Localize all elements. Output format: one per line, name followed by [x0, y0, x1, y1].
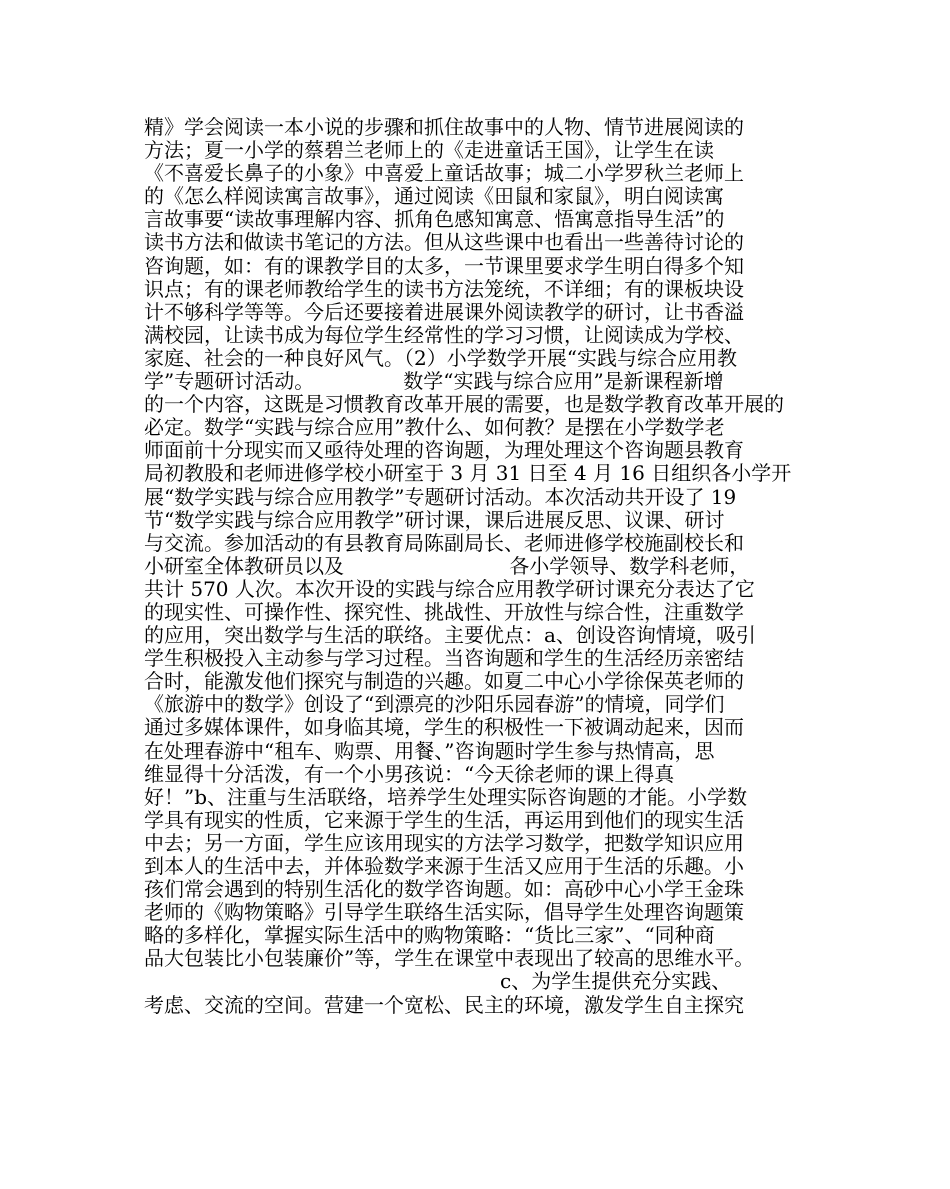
text-line: 合时，能激发他们探究与制造的兴趣。如夏二中心小学徐保英老师的	[144, 669, 744, 694]
text-line: 展“数学实践与综合应用教学”专题研讨活动。本次活动共开设了 19	[144, 484, 737, 509]
text-line: 考虑、交流的空间。营建一个宽松、民主的环境，激发学生自主探究	[144, 992, 744, 1017]
text-line: 品大包装比小包装廉价”等，学生在课堂中表现出了较高的思维水平。	[144, 946, 755, 971]
text-line: 通过多媒体课件，如身临其境，学生的积极性一下被调动起来，因而	[144, 715, 744, 740]
text-line: 的应用，突出数学与生活的联络。主要优点：a、创设咨询情境，吸引	[144, 623, 756, 648]
text-line: 的《怎么样阅读寓言故事》，通过阅读《田鼠和家鼠》，明白阅读寓	[144, 184, 724, 209]
text-line: 的一个内容，这既是习惯教育改革开展的需要，也是数学教育改革开展的	[144, 392, 784, 417]
text-line: 精》学会阅读一本小说的步骤和抓住故事中的人物、情节进展阅读的	[144, 115, 744, 139]
text-line: 读书方法和做读书笔记的方法。但从这些课中也看出一些善待讨论的	[144, 230, 744, 255]
text-line: 与交流。参加活动的有县教育局陈副局长、老师进修学校施副校长和	[144, 530, 744, 555]
text-line: 学”专题研讨活动。 数学“实践与综合应用”是新课程新增	[144, 369, 724, 394]
text-line: 略的多样化，掌握实际生活中的购物策略：“货比三家”、“同种商	[144, 923, 715, 948]
text-line: 学生积极投入主动参与学习过程。当咨询题和学生的生活经历亲密结	[144, 646, 744, 671]
text-line: 维显得十分活泼，有一个小男孩说：“今天徐老师的课上得真	[144, 761, 675, 786]
text-line: 《不喜爱长鼻子的小象》中喜爱上童话故事；城二小学罗秋兰老师上	[144, 161, 744, 186]
text-line: 方法；夏一小学的蔡碧兰老师上的《走进童话王国》，让学生在读	[144, 138, 714, 163]
text-line: 《旅游中的数学》创设了“到漂亮的沙阳乐园春游”的情境，同学们	[144, 692, 725, 717]
text-line: 满校园，让读书成为每位学生经常性的学习习惯，让阅读成为学校、	[144, 322, 744, 347]
text-line: 学具有现实的性质，它来源于学生的生活，再运用到他们的现实生活	[144, 807, 744, 832]
body-text	[144, 116, 824, 1017]
text-line: 言故事要“读故事理解内容、抓角色感知寓意、悟寓意指导生活”的	[144, 207, 725, 232]
text-line: 咨询题，如：有的课教学目的太多，一节课里要求学生明白得多个知	[144, 253, 744, 278]
text-line: 共计 570 人次。本次开设的实践与综合应用教学研讨课充分表达了它	[144, 576, 755, 601]
text-line: 的现实性、可操作性、探究性、挑战性、开放性与综合性，注重数学	[144, 599, 744, 624]
text-line: 老师的《购物策略》引导学生联络生活实际，倡导学生处理咨询题策	[144, 900, 744, 925]
text-line: 孩们常会遇到的特别生活化的数学咨询题。如：高砂中心小学王金珠	[144, 877, 744, 902]
text-line: 局初教股和老师进修学校小研室于 3 月 31 日至 4 月 16 日组织各小学开	[144, 461, 792, 486]
text-line: 好！”b、注重与生活联络，培养学生处理实际咨询题的才能。小学数	[144, 784, 748, 809]
text-line: 到本人的生活中去，并体验数学来源于生活又应用于生活的乐趣。小	[144, 854, 744, 878]
text-line: 中去；另一方面，学生应该用现实的方法学习数学，把数学知识应用	[144, 830, 744, 855]
text-line: 计不够科学等等。今后还要接着进展课外阅读教学的研讨，让书香溢	[144, 299, 744, 324]
text-line: c、为学生提供充分实践、	[144, 969, 732, 994]
text-line: 节“数学实践与综合应用教学”研讨课，课后进展反思、议课、研讨	[144, 507, 725, 532]
text-line: 小研室全体教研员以及 各小学领导、数学科老师，	[144, 553, 750, 578]
text-line: 必定。数学“实践与综合应用”教什么、如何教？是摆在小学数学老	[144, 415, 725, 440]
text-line: 识点；有的课老师教给学生的读书方法笼统，不详细；有的课板块设	[144, 276, 744, 301]
text-line: 在处理春游中“租车、购票、用餐、”咨询题时学生参与热情高，思	[144, 738, 715, 763]
text-line: 家庭、社会的一种良好风气。（2）小学数学开展“实践与综合应用教	[144, 345, 737, 370]
text-line: 师面前十分现实而又亟待处理的咨询题，为理处理这个咨询题县教育	[144, 438, 744, 463]
